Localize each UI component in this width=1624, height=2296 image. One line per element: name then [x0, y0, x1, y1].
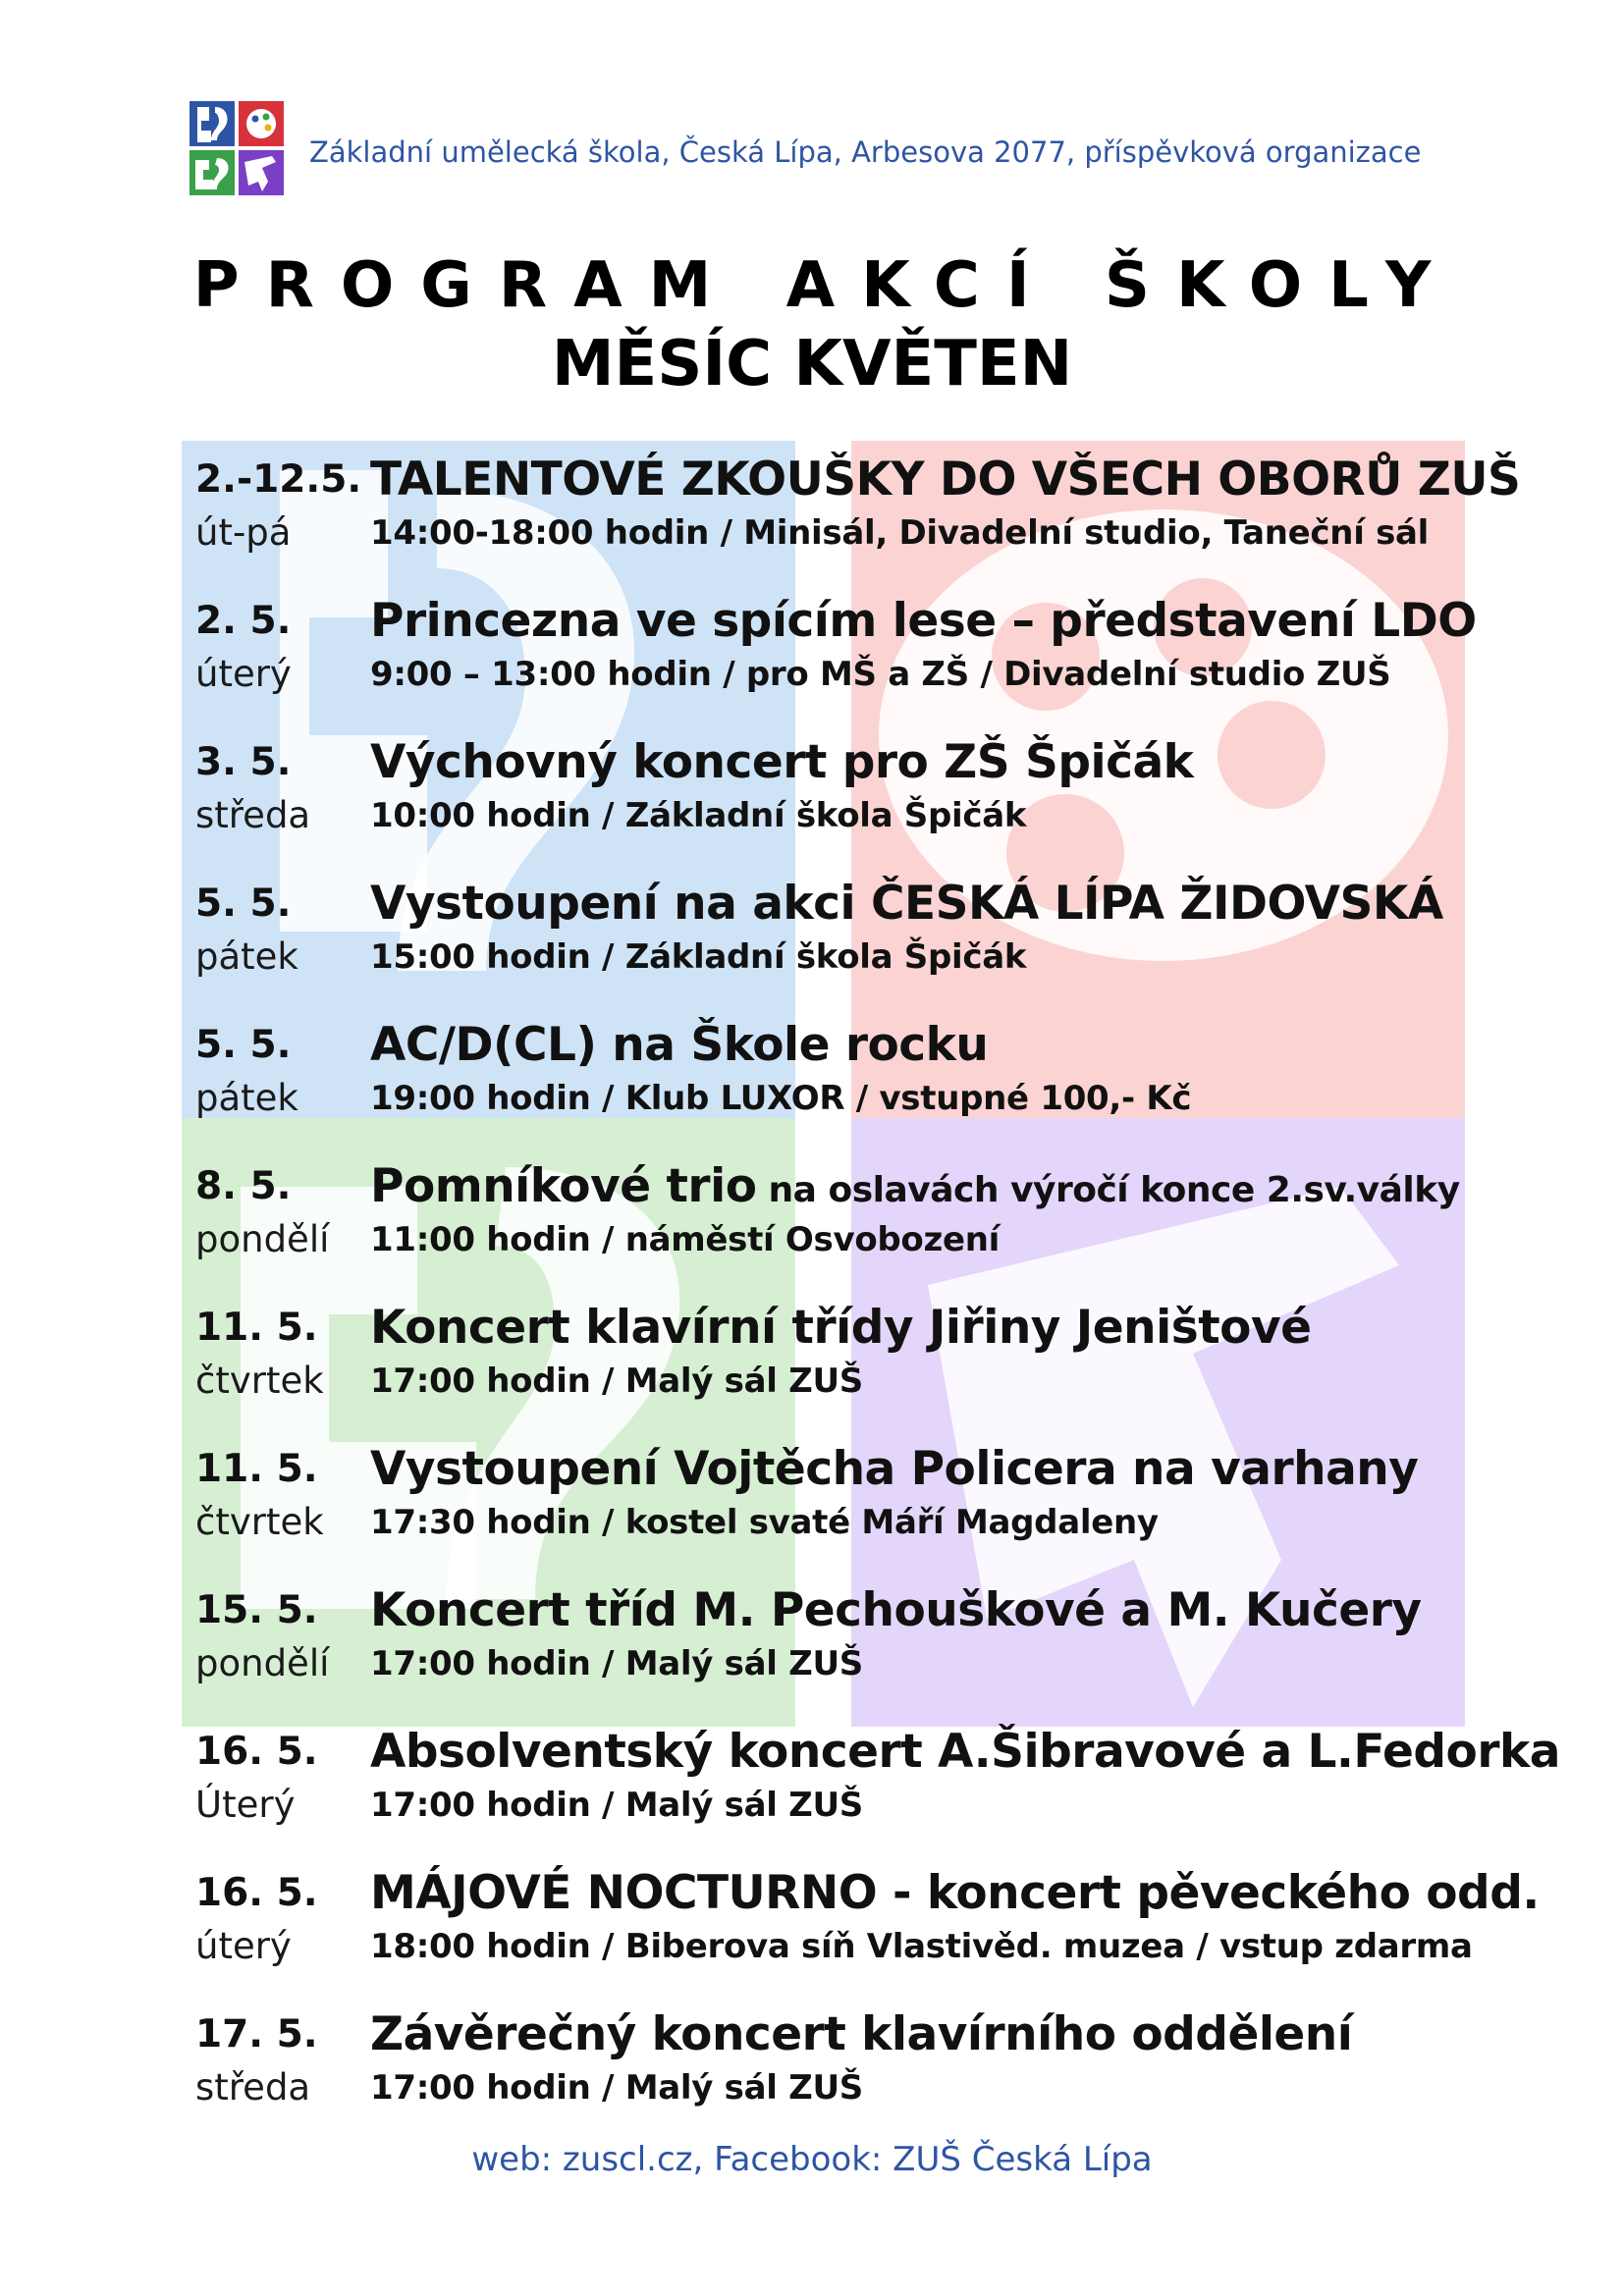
event-detail: 14:00-18:00 hodin / Minisál, Divadelní studio, Taneční sál	[370, 513, 1430, 553]
event-name	[370, 1158, 1460, 1219]
event-date: 2.-12.5.	[195, 457, 362, 502]
event-item	[0, 452, 1624, 589]
event-item	[0, 1724, 1624, 1861]
event-day: úterý	[195, 653, 292, 695]
event-name	[370, 1300, 1311, 1361]
event-item	[0, 1300, 1624, 1437]
event-detail: 17:00 hodin / Malý sál ZUŠ	[370, 2068, 863, 2108]
event-date: 16. 5.	[195, 1730, 318, 1774]
page-subtitle: MĚSÍC KVĚTEN	[551, 328, 1073, 400]
school-logo	[189, 101, 284, 195]
event-name-text: Pomníkové trio	[370, 1159, 757, 1213]
event-item	[0, 2006, 1624, 2144]
event-detail: 17:00 hodin / Malý sál ZUŠ	[370, 1362, 863, 1401]
event-date: 11. 5.	[195, 1306, 318, 1350]
event-item	[0, 1582, 1624, 1720]
event-detail: 10:00 hodin / Základní škola Špičák	[370, 796, 1027, 835]
event-day: út-pá	[195, 511, 292, 554]
event-name-text: AC/D(CL) na Škole rocku	[370, 1018, 989, 1072]
event-name-text: Absolventský koncert A.Šibravové a L.Fedorka	[370, 1725, 1561, 1779]
event-name	[370, 2006, 1352, 2067]
event-name-text: Koncert tříd M. Pechouškové a M. Kučery	[370, 1583, 1422, 1637]
page-title: PROGRAM AKCÍ ŠKOLY	[192, 249, 1458, 322]
event-item	[0, 1865, 1624, 2002]
event-name	[370, 1724, 1560, 1785]
event-name	[370, 452, 1520, 512]
event-date: 2. 5.	[195, 599, 292, 643]
event-date: 17. 5.	[195, 2012, 318, 2056]
event-detail: 11:00 hodin / náměstí Osvobození	[370, 1220, 1000, 1259]
event-item	[0, 1158, 1624, 1296]
event-day: středa	[195, 2066, 311, 2109]
event-name-text: TALENTOVÉ ZKOUŠKY DO VŠECH OBORŮ ZUŠ	[370, 453, 1521, 507]
event-name	[370, 1017, 988, 1078]
event-detail: 17:00 hodin / Malý sál ZUŠ	[370, 1786, 863, 1825]
event-name-text: MÁJOVÉ NOCTURNO - koncert pěveckého odd.	[370, 1866, 1540, 1920]
event-item	[0, 876, 1624, 1013]
event-date: 15. 5.	[195, 1588, 318, 1632]
event-name-text: Princezna ve spícím lese – představení LDO	[370, 594, 1477, 648]
event-day: Úterý	[195, 1784, 296, 1826]
footer-links: web: zuscl.cz, Facebook: ZUŠ Česká Lípa	[471, 2140, 1153, 2179]
event-date: 5. 5.	[195, 881, 292, 926]
event-day: čtvrtek	[195, 1360, 324, 1402]
event-item	[0, 1441, 1624, 1578]
event-name	[370, 1441, 1418, 1502]
event-date: 8. 5.	[195, 1164, 292, 1208]
event-name	[370, 1865, 1540, 1926]
event-day: pondělí	[195, 1218, 330, 1260]
event-detail: 17:00 hodin / Malý sál ZUŠ	[370, 1644, 863, 1683]
event-name	[370, 734, 1193, 795]
event-name	[370, 593, 1477, 654]
event-day: pátek	[195, 935, 298, 978]
event-date: 3. 5.	[195, 740, 292, 784]
event-name-suffix: na oslavách výročí konce 2.sv.války	[756, 1170, 1460, 1210]
event-detail: 9:00 – 13:00 hodin / pro MŠ a ZŠ / Divadelní studio ZUŠ	[370, 655, 1391, 694]
event-name-text: Vystoupení Vojtěcha Policera na varhany	[370, 1442, 1419, 1496]
event-detail: 19:00 hodin / Klub LUXOR / vstupné 100,- Kč	[370, 1079, 1192, 1118]
event-item	[0, 1017, 1624, 1154]
event-day: středa	[195, 794, 311, 836]
event-day: pondělí	[195, 1642, 330, 1684]
event-detail: 15:00 hodin / Základní škola Špičák	[370, 937, 1027, 977]
event-date: 11. 5.	[195, 1447, 318, 1491]
event-day: čtvrtek	[195, 1501, 324, 1543]
event-name-text: Závěrečný koncert klavírního oddělení	[370, 2007, 1353, 2061]
event-item	[0, 734, 1624, 872]
event-name	[370, 1582, 1422, 1643]
event-name-text: Výchovný koncert pro ZŠ Špičák	[370, 735, 1194, 789]
event-date: 5. 5.	[195, 1023, 292, 1067]
event-name-text: Vystoupení na akci ČESKÁ LÍPA ŽIDOVSKÁ	[370, 877, 1443, 931]
event-item	[0, 593, 1624, 730]
event-day: úterý	[195, 1925, 292, 1967]
event-name-text: Koncert klavírní třídy Jiřiny Jeništové	[370, 1301, 1312, 1355]
event-day: pátek	[195, 1077, 298, 1119]
organization-name: Základní umělecká škola, Česká Lípa, Arbesova 2077, příspěvková organizace	[309, 135, 1422, 169]
event-detail: 17:30 hodin / kostel svaté Máří Magdaleny	[370, 1503, 1159, 1542]
event-name	[370, 876, 1443, 936]
event-date: 16. 5.	[195, 1871, 318, 1915]
event-detail: 18:00 hodin / Biberova síň Vlastivěd. muzea / vstup zdarma	[370, 1927, 1473, 1966]
